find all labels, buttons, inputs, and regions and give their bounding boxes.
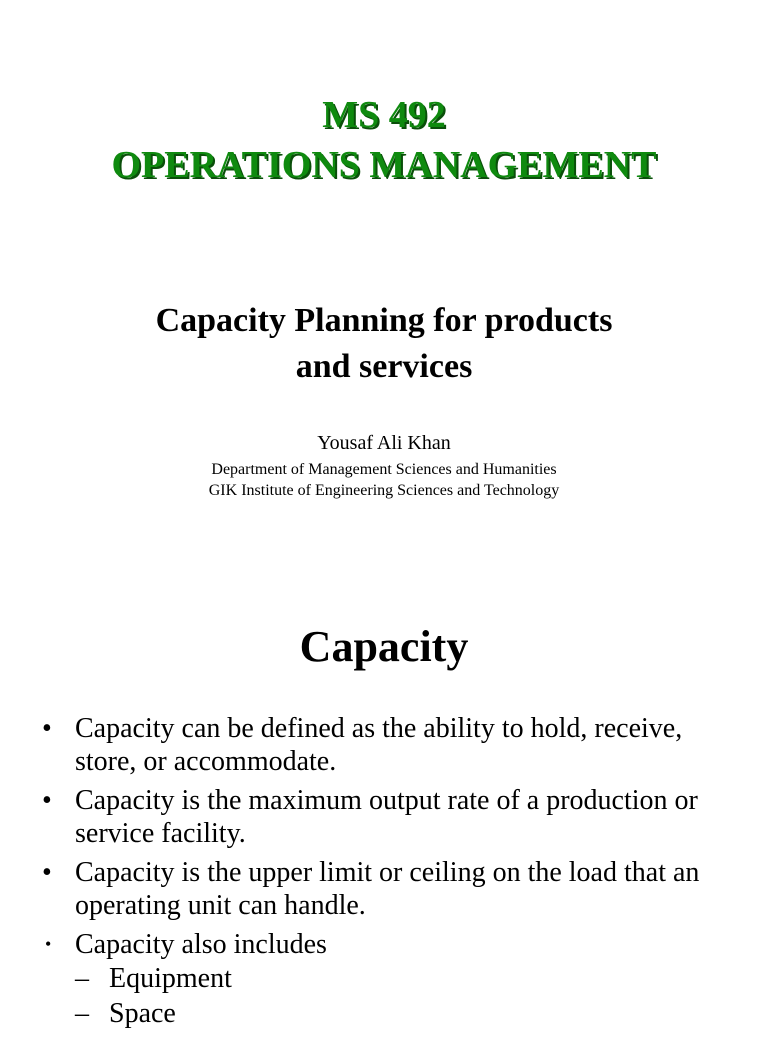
capacity-slide — [0, 576, 768, 1029]
bullet-icon: • — [45, 934, 52, 954]
sub-bullet-item — [75, 961, 738, 996]
lecture-title-line-1: Capacity Planning for products — [155, 302, 613, 339]
bullet-icon: • — [42, 857, 52, 888]
bullet-icon: • — [42, 785, 52, 816]
bullet-list — [0, 712, 768, 1037]
bullet-text: Capacity is the upper limit or ceiling on the load that an operating unit can handle. — [75, 857, 700, 921]
slide-title: Capacity — [299, 622, 469, 671]
bullet-item — [0, 928, 768, 1031]
sub-bullet-text: Equipment — [109, 963, 232, 994]
bullet-icon: • — [42, 713, 52, 744]
institute-name: GIK Institute of Engineering Sciences and Technology — [208, 482, 560, 499]
dash-icon: – — [75, 998, 89, 1029]
course-name: OPERATIONS MANAGEMENT — [111, 144, 657, 186]
sub-bullet-item — [75, 996, 738, 1031]
lecture-title-line-2: and services — [295, 348, 473, 385]
course-code: MS 492 — [322, 94, 446, 136]
author-name: Yousaf Ali Khan — [317, 432, 451, 454]
bullet-item — [0, 856, 768, 922]
bullet-text: Capacity can be defined as the ability to hold, receive, store, or accommodate. — [75, 713, 683, 777]
dash-icon: – — [75, 963, 89, 994]
sub-bullet-list — [75, 961, 738, 1031]
bullet-item — [0, 784, 768, 850]
sub-bullet-text: Space — [109, 998, 176, 1029]
bullet-item — [0, 712, 768, 778]
department-name: Department of Management Sciences and Humanities — [211, 461, 557, 478]
bullet-text: Capacity also includes — [75, 929, 327, 960]
bullet-text: Capacity is the maximum output rate of a production or service facility. — [75, 785, 698, 849]
